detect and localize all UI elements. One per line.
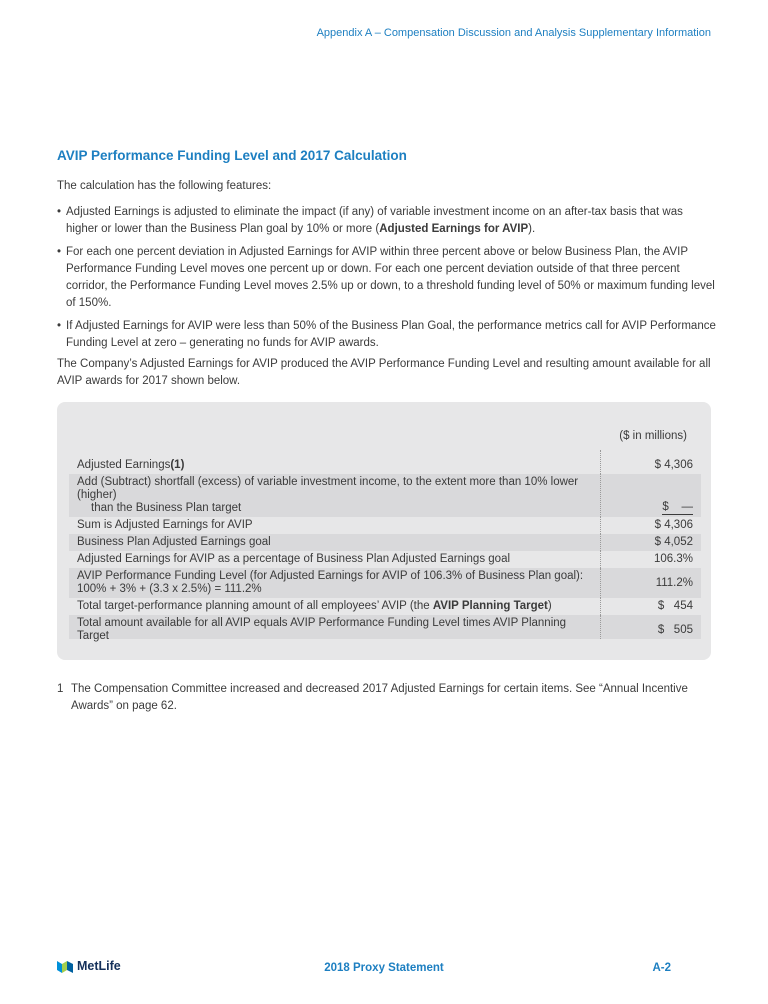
brand-name: MetLife [77,959,121,973]
row-value: $ — [662,501,693,513]
units-label: ($ in millions) [619,430,687,442]
feature-item: • For each one percent deviation in Adjusted Earnings for AVIP within three percent above or below Business Plan, the AVIP Performance Funding Level moves one percent up or down. For each one percent deviation outside of that three percent corridor, the Performance Funding Level moves 2.5% up or down, to a threshold funding level of 50% or maximum funding level of 150%. [57,246,715,309]
table-row: Total target-performance planning amount of all employees’ AVIP (the AVIP Planning Target) $ 454 [69,598,701,615]
row-value: $ 454 [600,598,701,615]
feature-item: • If Adjusted Earnings for AVIP were less than 50% of the Business Plan Goal, the performance metrics call for AVIP Performance Funding Level at zero – generating no funds for AVIP awards. [57,320,716,349]
footnote-number: 1 [57,683,64,695]
running-header: Appendix A – Compensation Discussion and Analysis Supplementary Information [316,27,711,39]
row-label: Adjusted Earnings [77,459,171,471]
row-label: Sum is Adjusted Earnings for AVIP [77,519,253,531]
document-title: 2018 Proxy Statement [324,962,444,974]
row-label: Total target-performance planning amount of all employees’ AVIP (the [77,600,433,612]
table-row [69,534,701,551]
row-label: Business Plan Adjusted Earnings goal [77,536,271,548]
page-number: A-2 [652,962,671,974]
calculation-table [69,450,701,642]
summary-paragraph: The Company’s Adjusted Earnings for AVIP produced the AVIP Performance Funding Level and resulting amount available for all AVIP awards for 2017 shown below. [57,358,711,387]
calculation-panel [57,402,711,660]
feature-item: • Adjusted Earnings is adjusted to eliminate the impact (if any) of variable investment income on an after-tax basis that was higher or lower than the Business Plan goal by 10% or more (Adjusted Earnings for AVIP). [57,206,683,235]
footnote-ref: (1) [170,459,185,471]
table-row [69,517,701,534]
row-value: $ 4,052 [600,534,701,551]
row-label: Total amount available for all AVIP equals AVIP Performance Funding Level times AVIP Planning Target [77,617,567,642]
row-value: $ 505 [600,615,701,639]
row-label-continued: than the Business Plan target [91,502,242,514]
table-row [69,568,701,598]
row-label: Add (Subtract) shortfall (excess) of variable investment income, to the extent more than 10% lower (higher) [77,476,579,501]
bullet-icon: • [57,206,62,218]
defined-term: Adjusted Earnings for AVIP [379,223,529,235]
row-value: 106.3% [600,551,701,568]
defined-term: AVIP Planning Target [432,600,548,612]
feature-list [57,204,717,358]
table-row [69,450,701,474]
bullet-icon: • [57,246,62,258]
footnote [57,681,717,715]
row-label-formula: 100% + 3% + (3.3 x 2.5%) = 111.2% [77,583,262,595]
row-label: Adjusted Earnings for AVIP as a percentage of Business Plan Adjusted Earnings goal [77,553,511,565]
table-row [69,551,701,568]
row-value: $ 4,306 [600,517,701,534]
row-value: 111.2% [600,568,701,598]
table-row [69,615,701,642]
section-title: AVIP Performance Funding Level and 2017 Calculation [57,148,407,163]
table-row [69,474,701,517]
intro-text: The calculation has the following features: [57,180,272,192]
row-value: $ 4,306 [600,450,701,474]
footnote-text: The Compensation Committee increased and decreased 2017 Adjusted Earnings for certain items. See “Annual Incentive Awards” on page 62. [71,683,688,712]
row-label: AVIP Performance Funding Level (for Adjusted Earnings for AVIP of 106.3% of Business Plan goal): [77,570,584,582]
bullet-icon: • [57,320,62,332]
